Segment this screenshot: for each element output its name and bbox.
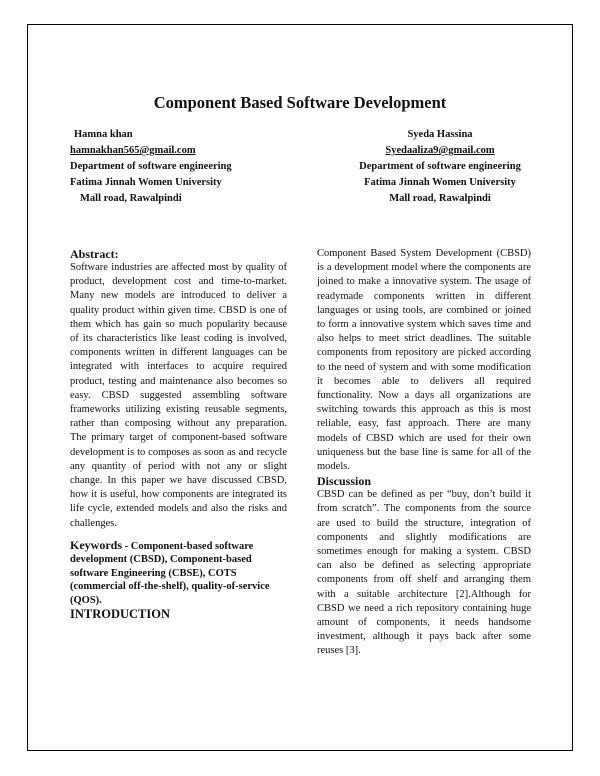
author-department: Department of software engineering [359, 161, 521, 172]
author-address: Mall road, Rawalpindi [80, 193, 182, 204]
intro-paragraph: Component Based System Development (CBSD) is a development model where the components are joined to make a innovative system. The usage of readymade components written in different languages or using tools, are combined or joined to form a innovative system which saves time and also helps to meet strict deadlines. The suitable components from repository are picked according to the need of system and with some modification it becomes able to delivers all required functionality. Now a days all organizations are switching towards this approach as this is most reliable, easy, fast approach. There are many models of CBSD which are used for their own uniqueness but the base line is same for all of the models. [317, 248, 531, 473]
introduction-heading: INTRODUCTION [70, 607, 171, 622]
author-department: Department of software engineering [70, 161, 232, 172]
author-address: Mall road, Rawalpindi [389, 193, 491, 204]
author-block-1 [70, 127, 310, 207]
keywords-text: - Component-based software development (CBSD), Component-based software Engineering (CBSE), COTS (commercial off-the-shelf), quality-of-service (QOS). [70, 540, 270, 606]
author-university: Fatima Jinnah Women University [70, 177, 222, 188]
abstract-text: Software industries are affected most by quality of product, development cost and time-to-market. Many new models are introduced to deliver a quality product within given time. CBSD is one of them which has gain so much popularity because of its characteristics like least coding is involved, components written in different languages can be integrated with interfaces to acquire required product, testing and maintenance also becomes so easy. CBSD suggested assembling software frameworks utilizing existing reusable segments, rather than composing without any preparation. The primary target of component-based software development is to composes as soon as and recycle any quantity of period with not any or slight change. In this paper we have discussed CBSD, how it is useful, how components are integrated its life cycle, extended models and also the risks and challenges. [70, 262, 287, 529]
author-email[interactable]: Syedaaliza9@gmail.com [385, 145, 495, 156]
abstract-heading: Abstract: [70, 247, 119, 261]
keywords-label: Keywords [70, 537, 122, 552]
author-name: Syeda Hassina [407, 129, 473, 140]
discussion-heading: Discussion [317, 474, 372, 489]
right-column [317, 247, 531, 659]
author-name: Hamna khan [74, 129, 133, 140]
left-column [70, 247, 287, 622]
discussion-text: CBSD can be defined as per “buy, don’t build it from scratch”. The components from the source are used to build the structure, integration of components and slightly modifications are sometimes enough for making a system. CBSD can also be defined as selecting appropriate components from off shelf and arranging them with a suitable architecture [2].Although for CBSD we need a rich repository containing huge amount of components, it needs handsome investment, although it pays back after some reuses [3]. [317, 489, 531, 657]
author-block-2 [320, 127, 560, 207]
author-email[interactable]: hamnakhan565@gmail.com [70, 145, 196, 156]
keywords [70, 539, 287, 608]
author-university: Fatima Jinnah Women University [364, 177, 516, 188]
paper-title: Component Based Software Development [153, 93, 447, 112]
